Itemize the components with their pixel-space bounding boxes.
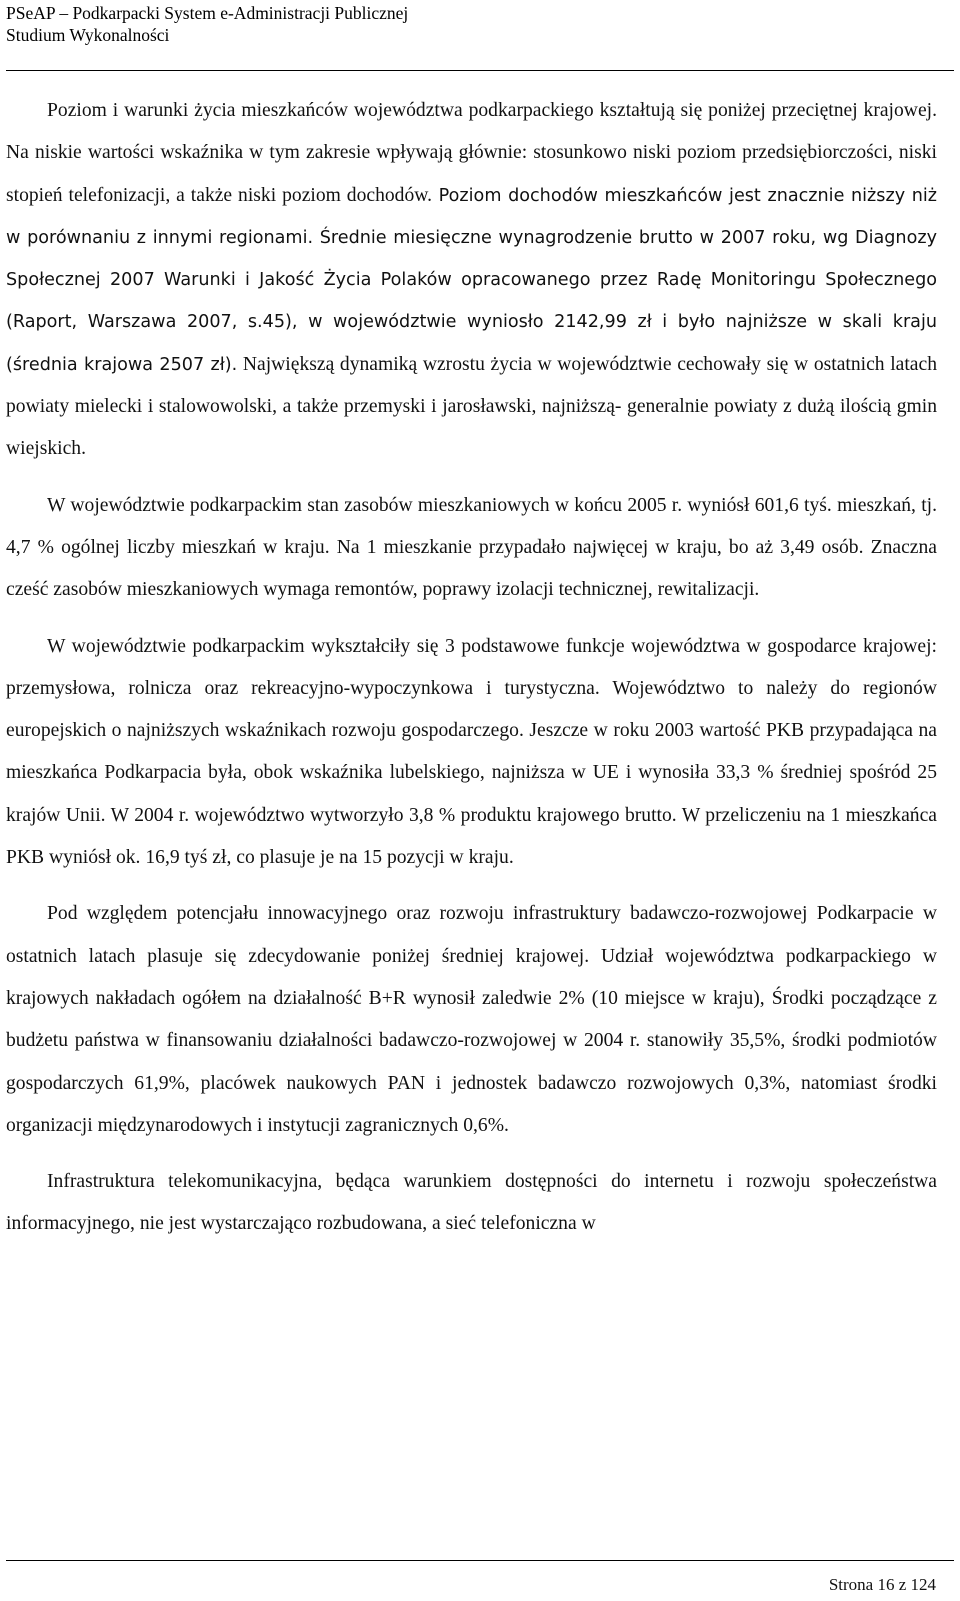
page-header: [6, 2, 408, 46]
footer-divider: [6, 1560, 954, 1561]
header-subtitle: Studium Wykonalności: [6, 25, 170, 45]
header-title: PSeAP – Podkarpacki System e-Administracji Publicznej: [6, 3, 409, 23]
paragraph-text-sans: Poziom dochodów mieszkańców jest znacznie niższy niż w porównaniu z innymi regionami. Średnie miesięczne wynagrodzenie brutto w 2007 roku, wg Diagnozy Społecznej 2007 Warunki i Jakość Życia Polaków opracowanego przez Radę Monitoringu Społecznego (Raport, Warszawa 2007, s.45), w województwie wyniosło 2142,99 zł i było najniższe w skali kraju (średnia krajowa 2507 zł).: [6, 185, 938, 375]
paragraph-housing: W województwie podkarpackim stan zasobów mieszkaniowych w końcu 2005 r. wyniósł 601,6 tyś. mieszkań, tj. 4,7 % ogólnej liczby mieszkań w kraju. Na 1 mieszkanie przypadało najwięcej w kraju, bo aż 3,49 osób. Znaczna cześć zasobów mieszkaniowych wymaga remontów, poprawy izolacji technicznej, rewitalizacji.: [6, 494, 937, 601]
paragraph-text: Największą dynamiką wzrostu życia w województwie cechowały się w ostatnich latach powiaty mielecki i stalowowolski, a także przemyski i jarosławski, najniższą- generalnie powiaty z dużą ilością gmin wiejskich.: [6, 353, 937, 460]
header-divider: [6, 70, 954, 71]
paragraph-telecom: Infrastruktura telekomunikacyjna, będąca warunkiem dostępności do internetu i rozwoju społeczeństwa informacyjnego, nie jest wystarczająco rozbudowana, a sieć telefoniczna w: [6, 1171, 937, 1235]
page-number: Strona 16 z 124: [828, 1575, 936, 1594]
paragraph-living-conditions: [6, 90, 937, 471]
paragraph-text: Poziom i warunki życia mieszkańców województwa podkarpackiego kształtują się poniżej przeciętnej krajowej. Na niskie wartości wskaźnika w tym zakresie wpływają głównie: stosunkowo niski poziom przedsiębiorczości, niski stopień telefonizacji, a także niski poziom dochodów.: [6, 100, 937, 206]
paragraph-innovation: Pod względem potencjału innowacyjnego oraz rozwoju infrastruktury badawczo-rozwojowej Podkarpacie w ostatnich latach plasuje się zdecydowanie poniżej średniej krajowej. Udział województwa podkarpackiego w krajowych nakładach ogółem na działalność B+R wynosił zaledwie 2% (10 miejsce w kraju), Środki począdzące z budżetu państwa w finansowaniu działalności badawczo-rozwojowej w 2004 r. stanowiły 35,5%, środki podmiotów gospodarczych 61,9%, placówek naukowych PAN i jednostek badawczo rozwojowych 0,3%, natomiast środki organizacji międzynarodowych i instytucji zagranicznych 0,6%.: [6, 903, 937, 1136]
document-body: [6, 90, 937, 1246]
paragraph-economy: W województwie podkarpackim wykształciły się 3 podstawowe funkcje województwa w gospodarce krajowej: przemysłowa, rolnicza oraz rekreacyjno-wypoczynkowa i turystyczna. Województwo to należy do regionów europejskich o najniższych wskaźnikach rozwoju gospodarczego. Jeszcze w roku 2003 wartość PKB przypadająca na mieszkańca Podkarpacia była, obok wskaźnika lubelskiego, najniższa w UE i wynosiła 33,3 % średniej spośród 25 krajów Unii. W 2004 r. województwo wytworzyło 3,8 % produktu krajowego brutto. W przeliczeniu na 1 mieszkańca PKB wyniósł ok. 16,9 tyś zł, co plasuje je na 15 pozycji w kraju.: [6, 635, 937, 869]
